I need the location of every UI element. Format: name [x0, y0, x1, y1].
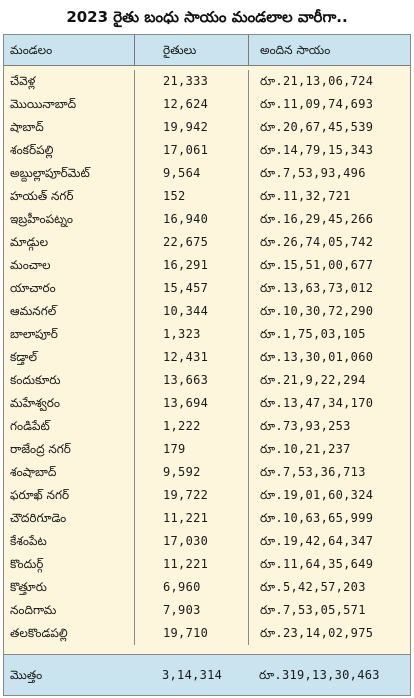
amount-received: రూ.23,14,02,975 — [248, 622, 410, 645]
amount-received: రూ.20,67,45,539 — [248, 116, 410, 139]
total-label: మొత్తం — [10, 668, 43, 682]
mandal-name: మహేశ్వరం — [10, 396, 60, 410]
table-row — [4, 208, 410, 231]
amount-received: రూ.7,53,05,571 — [248, 599, 410, 622]
mandal-name: అబ్దుల్లాపూర్‌మెట్ — [10, 166, 90, 180]
mandal-name: యాచారం — [10, 281, 56, 295]
table-row — [4, 415, 410, 438]
amount-received: రూ.21,13,06,724 — [248, 70, 410, 93]
farmers-count: 22,675 — [134, 231, 248, 254]
mandal-name: మంచాల — [10, 258, 51, 272]
table-row — [4, 277, 410, 300]
mandal-name: ఇబ్రహీంపట్నం — [10, 212, 73, 226]
table-row — [4, 530, 410, 553]
mandal-name: చేవెళ్ల — [10, 74, 36, 88]
mandal-name: రాజేంద్ర నగర్ — [10, 442, 71, 456]
farmers-count: 9,564 — [134, 162, 248, 185]
farmers-count: 19,942 — [134, 116, 248, 139]
amount-received: రూ.14,79,15,343 — [248, 139, 410, 162]
mandal-name: మాడ్గుల — [10, 235, 49, 249]
mandal-name: కేశంపేట — [10, 534, 47, 548]
table-row — [4, 599, 410, 622]
farmers-count: 179 — [134, 438, 248, 461]
table-row — [4, 300, 410, 323]
amount-received: రూ.19,01,60,324 — [248, 484, 410, 507]
table-row — [4, 323, 410, 346]
header-amount: అందిన సాయం — [248, 35, 410, 65]
mandal-name: ఫరూఖ్ నగర్ — [10, 488, 70, 502]
page-title: 2023 రైతు బంధు సాయం మండలాల వారీగా.. — [66, 8, 348, 26]
mandal-name: హయత్ నగర్ — [10, 189, 74, 203]
table-header — [4, 35, 410, 66]
mandal-name: నందిగామ — [10, 603, 57, 617]
mandal-name: తలకొండపల్లి — [10, 626, 68, 640]
table-row — [4, 461, 410, 484]
table-row — [4, 507, 410, 530]
amount-received: రూ.10,30,72,290 — [248, 300, 410, 323]
mandal-name: శంషాబాద్ — [10, 465, 57, 479]
mandal-name: షాబాద్ — [10, 120, 44, 134]
mandal-name: చౌదరిగూడెం — [10, 511, 67, 525]
table-body — [4, 70, 410, 660]
farmers-count: 21,333 — [134, 70, 248, 93]
farmers-count: 17,030 — [134, 530, 248, 553]
farmers-count: 11,221 — [134, 553, 248, 576]
amount-received: రూ.7,53,36,713 — [248, 461, 410, 484]
farmers-count: 15,457 — [134, 277, 248, 300]
table-row — [4, 576, 410, 599]
mandal-name: కొందుర్గ్ — [10, 557, 44, 571]
table-row — [4, 139, 410, 162]
mandal-name: కడ్తాల్ — [10, 350, 38, 364]
amount-received: రూ.7,53,93,496 — [248, 162, 410, 185]
amount-received: రూ.15,51,00,677 — [248, 254, 410, 277]
farmers-count: 19,710 — [134, 622, 248, 645]
total-amount: రూ.319,13,30,463 — [259, 668, 380, 682]
farmers-count: 17,061 — [134, 139, 248, 162]
table-row — [4, 369, 410, 392]
total-row — [4, 654, 410, 695]
amount-received: రూ.1,75,03,105 — [248, 323, 410, 346]
table-row — [4, 484, 410, 507]
table-row — [4, 162, 410, 185]
amount-received: రూ.26,74,05,742 — [248, 231, 410, 254]
table-row — [4, 116, 410, 139]
farmers-count: 6,960 — [134, 576, 248, 599]
mandal-name: కొత్తూరు — [10, 580, 47, 594]
mandal-name: ఆమనగల్ — [10, 304, 57, 318]
table-row — [4, 392, 410, 415]
amount-received: రూ.11,64,35,649 — [248, 553, 410, 576]
table-row — [4, 93, 410, 116]
mandal-name: కందుకూరు — [10, 373, 61, 387]
farmers-count: 1,222 — [134, 415, 248, 438]
table-row — [4, 254, 410, 277]
mandal-name: బాలాపూర్ — [10, 327, 58, 341]
amount-received: రూ.5,42,57,203 — [248, 576, 410, 599]
amount-received: రూ.16,29,45,266 — [248, 208, 410, 231]
amount-received: రూ.73,93,253 — [248, 415, 410, 438]
table-row — [4, 438, 410, 461]
farmers-count: 11,221 — [134, 507, 248, 530]
amount-received: రూ.13,63,73,012 — [248, 277, 410, 300]
table-row — [4, 231, 410, 254]
farmers-count: 13,663 — [134, 369, 248, 392]
table-row — [4, 553, 410, 576]
mandal-name: గండిపేట్ — [10, 419, 50, 433]
amount-received: రూ.10,21,237 — [248, 438, 410, 461]
mandal-name: మొయినాబాద్ — [10, 97, 77, 111]
farmers-count: 16,940 — [134, 208, 248, 231]
farmers-count: 9,592 — [134, 461, 248, 484]
farmers-count: 12,624 — [134, 93, 248, 116]
mandal-table — [3, 34, 411, 696]
farmers-count: 13,694 — [134, 392, 248, 415]
farmers-count: 1,323 — [134, 323, 248, 346]
amount-received: రూ.11,09,74,693 — [248, 93, 410, 116]
farmers-count: 12,431 — [134, 346, 248, 369]
farmers-count: 152 — [134, 185, 248, 208]
table-row — [4, 622, 410, 645]
header-mandal: మండలం — [10, 43, 53, 57]
amount-received: రూ.21,9,22,294 — [248, 369, 410, 392]
amount-received: రూ.19,42,64,347 — [248, 530, 410, 553]
farmers-count: 19,722 — [134, 484, 248, 507]
farmers-count: 10,344 — [134, 300, 248, 323]
amount-received: రూ.11,32,721 — [248, 185, 410, 208]
table-row — [4, 70, 410, 93]
farmers-count: 7,903 — [134, 599, 248, 622]
table-row — [4, 346, 410, 369]
amount-received: రూ.13,47,34,170 — [248, 392, 410, 415]
table-row — [4, 185, 410, 208]
header-farmers: రైతులు — [134, 35, 248, 65]
amount-received: రూ.13,30,01,060 — [248, 346, 410, 369]
mandal-name: శంకర్‌పల్లి — [10, 143, 54, 157]
total-farmers: 3,14,314 — [162, 668, 223, 682]
amount-received: రూ.10,63,65,999 — [248, 507, 410, 530]
farmers-count: 16,291 — [134, 254, 248, 277]
